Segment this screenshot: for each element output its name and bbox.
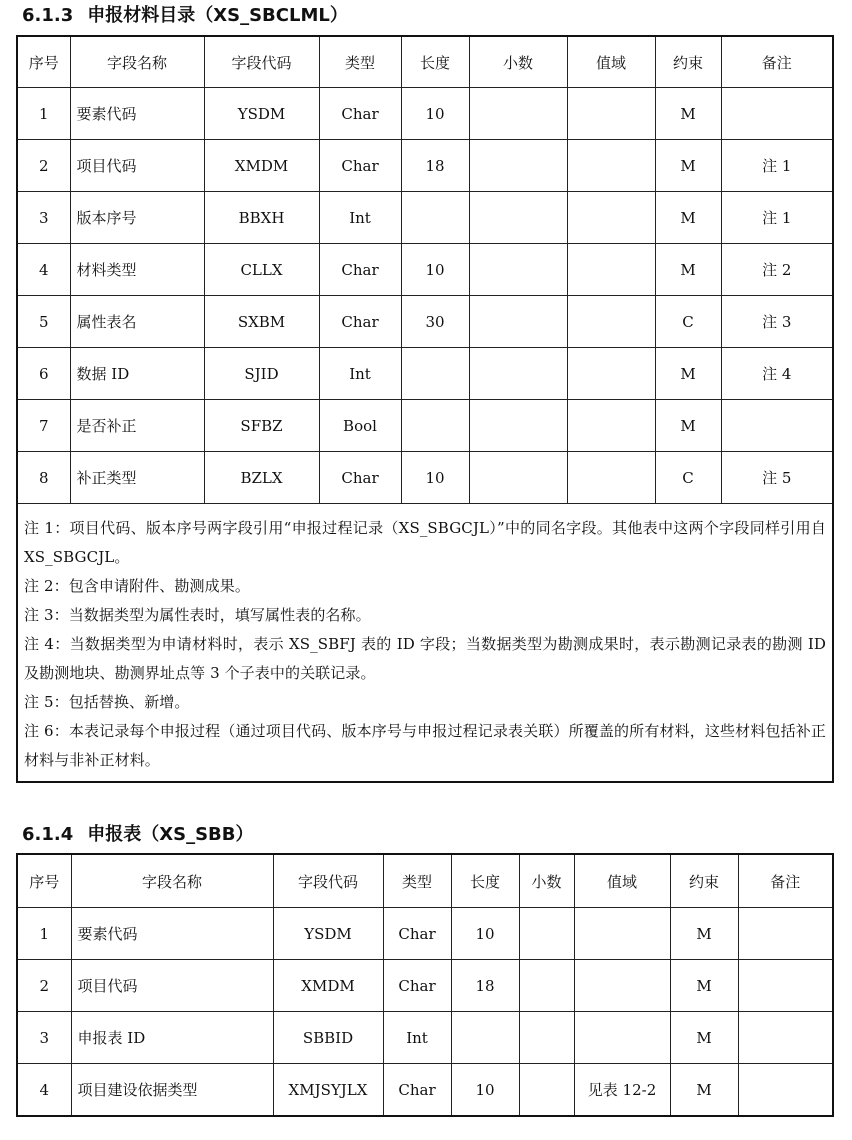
cell-field-name: 要素代码 (71, 908, 273, 960)
cell-field-name: 版本序号 (70, 192, 204, 244)
table-row (17, 192, 833, 244)
table-body (17, 88, 833, 504)
cell-field-name: 属性表名 (70, 296, 204, 348)
cell-type: Char (383, 908, 451, 960)
cell-decimal (519, 1064, 574, 1117)
cell-type: Char (319, 244, 401, 296)
table-header-row (17, 36, 833, 88)
cell-field-code: BBXH (204, 192, 319, 244)
cell-seq: 6 (17, 348, 70, 400)
cell-decimal (469, 192, 567, 244)
cell-constraint: M (655, 348, 721, 400)
cell-length: 10 (451, 908, 519, 960)
header-cell: 备注 (721, 36, 833, 88)
cell-field-name: 补正类型 (70, 452, 204, 504)
cell-type: Char (383, 1064, 451, 1117)
cell-length (401, 192, 469, 244)
table-row (17, 960, 833, 1012)
note-4: 注 4：当数据类型为申请材料时，表示 XS_SBFJ 表的 ID 字段；当数据类型为勘测成果时，表示勘测记录表的勘测 ID 及勘测地块、勘测界址点等 3 个子表中的关联记录。 (24, 635, 826, 682)
cell-remark: 注 4 (721, 348, 833, 400)
cell-decimal (469, 296, 567, 348)
cell-remark: 注 5 (721, 452, 833, 504)
table-notes (17, 504, 833, 783)
cell-length: 30 (401, 296, 469, 348)
cell-remark (721, 400, 833, 452)
cell-seq: 2 (17, 960, 71, 1012)
table-header-row (17, 854, 833, 908)
cell-constraint: M (655, 192, 721, 244)
cell-domain (574, 960, 670, 1012)
header-cell: 长度 (451, 854, 519, 908)
note-5: 注 5：包括替换、新增。 (24, 693, 190, 711)
cell-domain (567, 400, 655, 452)
cell-field-code: SFBZ (204, 400, 319, 452)
cell-field-code: SXBM (204, 296, 319, 348)
cell-remark (738, 1012, 833, 1064)
table-sbb (16, 853, 834, 1117)
cell-length (451, 1012, 519, 1064)
note-2: 注 2：包含申请附件、勘测成果。 (24, 577, 250, 595)
cell-type: Char (319, 88, 401, 140)
table-body (17, 908, 833, 1117)
cell-field-code: YSDM (273, 908, 383, 960)
cell-domain (574, 908, 670, 960)
cell-domain (567, 244, 655, 296)
table-row (17, 244, 833, 296)
cell-type: Bool (319, 400, 401, 452)
header-cell: 字段代码 (273, 854, 383, 908)
table-row (17, 1012, 833, 1064)
cell-type: Char (319, 296, 401, 348)
table-sbclml (16, 35, 834, 783)
note-6: 注 6：本表记录每个申报过程（通过项目代码、版本序号与申报过程记录表关联）所覆盖的所有材料，这些材料包括补正材料与非补正材料。 (24, 722, 826, 769)
header-cell: 字段名称 (71, 854, 273, 908)
cell-domain (567, 348, 655, 400)
cell-field-code: XMDM (204, 140, 319, 192)
table-row (17, 88, 833, 140)
cell-constraint: M (670, 1012, 738, 1064)
cell-seq: 1 (17, 908, 71, 960)
cell-domain (567, 296, 655, 348)
table-row (17, 1064, 833, 1117)
cell-field-name: 项目建设依据类型 (71, 1064, 273, 1117)
cell-length: 18 (401, 140, 469, 192)
header-cell: 值域 (567, 36, 655, 88)
cell-remark: 注 2 (721, 244, 833, 296)
cell-decimal (469, 244, 567, 296)
cell-length (401, 400, 469, 452)
cell-constraint: M (655, 140, 721, 192)
cell-constraint: M (655, 88, 721, 140)
table-row (17, 296, 833, 348)
cell-domain (567, 88, 655, 140)
header-cell: 约束 (655, 36, 721, 88)
cell-field-code: YSDM (204, 88, 319, 140)
header-cell: 字段代码 (204, 36, 319, 88)
cell-constraint: M (670, 908, 738, 960)
cell-type: Char (319, 140, 401, 192)
cell-field-name: 项目代码 (71, 960, 273, 1012)
cell-field-code: XMJSYJLX (273, 1064, 383, 1117)
section-title-clml (22, 5, 348, 27)
cell-domain (574, 1012, 670, 1064)
cell-seq: 8 (17, 452, 70, 504)
cell-length: 10 (451, 1064, 519, 1117)
header-cell: 值域 (574, 854, 670, 908)
header-cell: 长度 (401, 36, 469, 88)
header-cell: 备注 (738, 854, 833, 908)
cell-field-code: XMDM (273, 960, 383, 1012)
cell-constraint: M (670, 960, 738, 1012)
section-heading: 申报表（XS_SBB） (87, 824, 254, 845)
cell-field-name: 材料类型 (70, 244, 204, 296)
table-row (17, 140, 833, 192)
header-cell: 小数 (519, 854, 574, 908)
table-row (17, 400, 833, 452)
header-cell: 小数 (469, 36, 567, 88)
header-cell: 字段名称 (70, 36, 204, 88)
cell-constraint: C (655, 296, 721, 348)
cell-length: 10 (401, 244, 469, 296)
cell-field-name: 要素代码 (70, 88, 204, 140)
header-cell: 序号 (17, 36, 70, 88)
cell-length: 10 (401, 88, 469, 140)
cell-decimal (469, 88, 567, 140)
cell-domain: 见表 12-2 (574, 1064, 670, 1117)
cell-field-name: 是否补正 (70, 400, 204, 452)
cell-type: Int (383, 1012, 451, 1064)
cell-remark: 注 1 (721, 140, 833, 192)
cell-decimal (519, 1012, 574, 1064)
cell-seq: 7 (17, 400, 70, 452)
cell-remark: 注 1 (721, 192, 833, 244)
header-cell: 类型 (319, 36, 401, 88)
cell-length: 10 (401, 452, 469, 504)
cell-type: Char (319, 452, 401, 504)
header-cell: 约束 (670, 854, 738, 908)
cell-decimal (469, 140, 567, 192)
cell-remark (721, 88, 833, 140)
cell-domain (567, 192, 655, 244)
header-cell: 类型 (383, 854, 451, 908)
cell-remark (738, 1064, 833, 1117)
cell-remark (738, 908, 833, 960)
cell-seq: 3 (17, 192, 70, 244)
cell-decimal (519, 908, 574, 960)
cell-type: Int (319, 348, 401, 400)
cell-domain (567, 140, 655, 192)
cell-seq: 1 (17, 88, 70, 140)
section-number: 6.1.3 (22, 5, 74, 26)
cell-seq: 2 (17, 140, 70, 192)
cell-decimal (469, 452, 567, 504)
cell-decimal (519, 960, 574, 1012)
cell-length: 18 (451, 960, 519, 1012)
cell-type: Char (383, 960, 451, 1012)
cell-constraint: M (670, 1064, 738, 1117)
cell-type: Int (319, 192, 401, 244)
cell-field-code: SJID (204, 348, 319, 400)
section-number: 6.1.4 (22, 824, 74, 845)
header-cell: 序号 (17, 854, 71, 908)
note-3: 注 3：当数据类型为属性表时，填写属性表的名称。 (24, 606, 371, 624)
cell-field-name: 数据 ID (70, 348, 204, 400)
cell-field-name: 申报表 ID (71, 1012, 273, 1064)
cell-decimal (469, 348, 567, 400)
table-row (17, 908, 833, 960)
section-title-sbb (22, 824, 254, 846)
note-1: 注 1：项目代码、版本序号两字段引用“申报过程记录（XS_SBGCJL）”中的同名字段。其他表中这两个字段同样引用自 XS_SBGCJL。 (24, 519, 826, 566)
cell-length (401, 348, 469, 400)
cell-constraint: M (655, 244, 721, 296)
cell-field-code: BZLX (204, 452, 319, 504)
table-row (17, 348, 833, 400)
table-row (17, 452, 833, 504)
cell-seq: 4 (17, 244, 70, 296)
cell-seq: 3 (17, 1012, 71, 1064)
cell-field-name: 项目代码 (70, 140, 204, 192)
cell-constraint: M (655, 400, 721, 452)
cell-domain (567, 452, 655, 504)
cell-seq: 5 (17, 296, 70, 348)
cell-field-code: SBBID (273, 1012, 383, 1064)
cell-decimal (469, 400, 567, 452)
cell-constraint: C (655, 452, 721, 504)
cell-remark: 注 3 (721, 296, 833, 348)
cell-remark (738, 960, 833, 1012)
cell-seq: 4 (17, 1064, 71, 1117)
cell-field-code: CLLX (204, 244, 319, 296)
section-heading: 申报材料目录（XS_SBCLML） (87, 5, 348, 26)
